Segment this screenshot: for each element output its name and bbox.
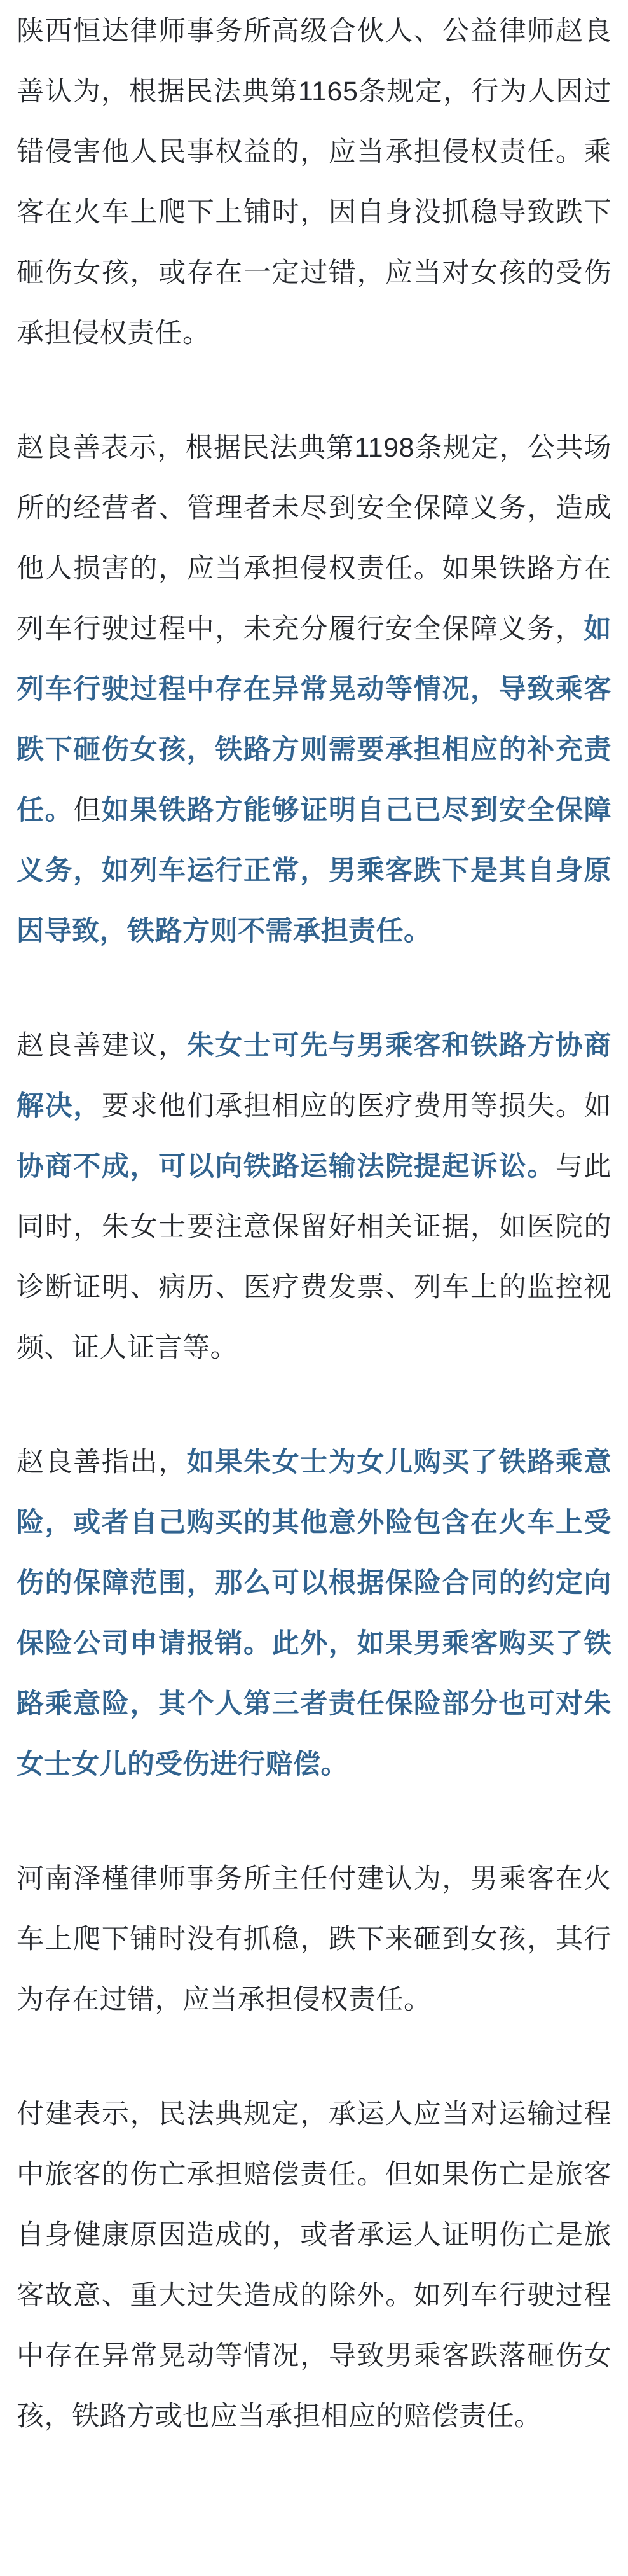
paragraph [17, 2084, 611, 2447]
text-segment: 河南泽槿律师事务所主任付建认为，男乘客在火车上爬下铺时没有抓稳，跌下来砸到女孩，其行为存在过错，应当承担侵权责任。 [17, 1864, 611, 2015]
highlighted-text-segment: 如果朱女士为女儿购买了铁路乘意险，或者自己购买的其他意外险包含在火车上受伤的保障范围，那么可以根据保险合同的约定向保险公司申请报销。此外，如果男乘客购买了铁路乘意险，其个人第三者责任保险部分也可对朱女士女儿的受伤进行赔偿。 [17, 1447, 611, 1780]
paragraph [17, 1016, 611, 1378]
highlighted-text-segment: 如列车行驶过程中存在异常晃动等情况，导致乘客跌下砸伤女孩，铁路方则需要承担相应的补充责任。 [17, 614, 611, 826]
highlighted-text-segment: 协商不成，可以向铁路运输法院提起诉讼。 [17, 1151, 556, 1182]
text-segment: 赵良善表示，根据民法典第1198条规定，公共场所的经营者、管理者未尽到安全保障义务，造成他人损害的，应当承担侵权责任。如果铁路方在列车行驶过程中，未充分履行安全保障义务， [17, 433, 611, 644]
paragraph [17, 1849, 611, 2030]
highlighted-text-segment: 如果铁路方能够证明自己已尽到安全保障义务，如列车运行正常，男乘客跌下是其自身原因导致，铁路方则不需承担责任。 [17, 795, 611, 946]
text-segment: 陕西恒达律师事务所高级合伙人、公益律师赵良善认为，根据民法典第1165条规定，行为人因过错侵害他人民事权益的，应当承担侵权责任。乘客在火车上爬下上铺时，因自身没抓稳导致跌下砸伤女孩，或存在一定过错，应当对女孩的受伤承担侵权责任。 [17, 16, 611, 349]
paragraph [17, 1432, 611, 1795]
text-segment: 赵良善建议， [17, 1030, 187, 1061]
paragraph [17, 418, 611, 962]
text-segment: 要求他们承担相应的医疗费用等损失。如 [101, 1091, 611, 1121]
text-segment: 付建表示，民法典规定，承运人应当对运输过程中旅客的伤亡承担赔偿责任。但如果伤亡是旅客自身健康原因造成的，或者承运人证明伤亡是旅客故意、重大过失造成的除外。如列车行驶过程中存在异常晃动等情况，导致男乘客跌落砸伤女孩，铁路方或也应当承担相应的赔偿责任。 [17, 2099, 611, 2432]
text-segment: 与此同时，朱女士要注意保留好相关证据，如医院的诊断证明、病历、医疗费发票、列车上的监控视频、证人证言等。 [17, 1151, 611, 1363]
paragraph [17, 1, 611, 364]
text-segment: 赵良善指出， [17, 1447, 187, 1478]
highlighted-text-segment: 朱女士可先与男乘客和铁路方协商解决， [17, 1030, 611, 1121]
text-segment: 但 [73, 795, 102, 826]
